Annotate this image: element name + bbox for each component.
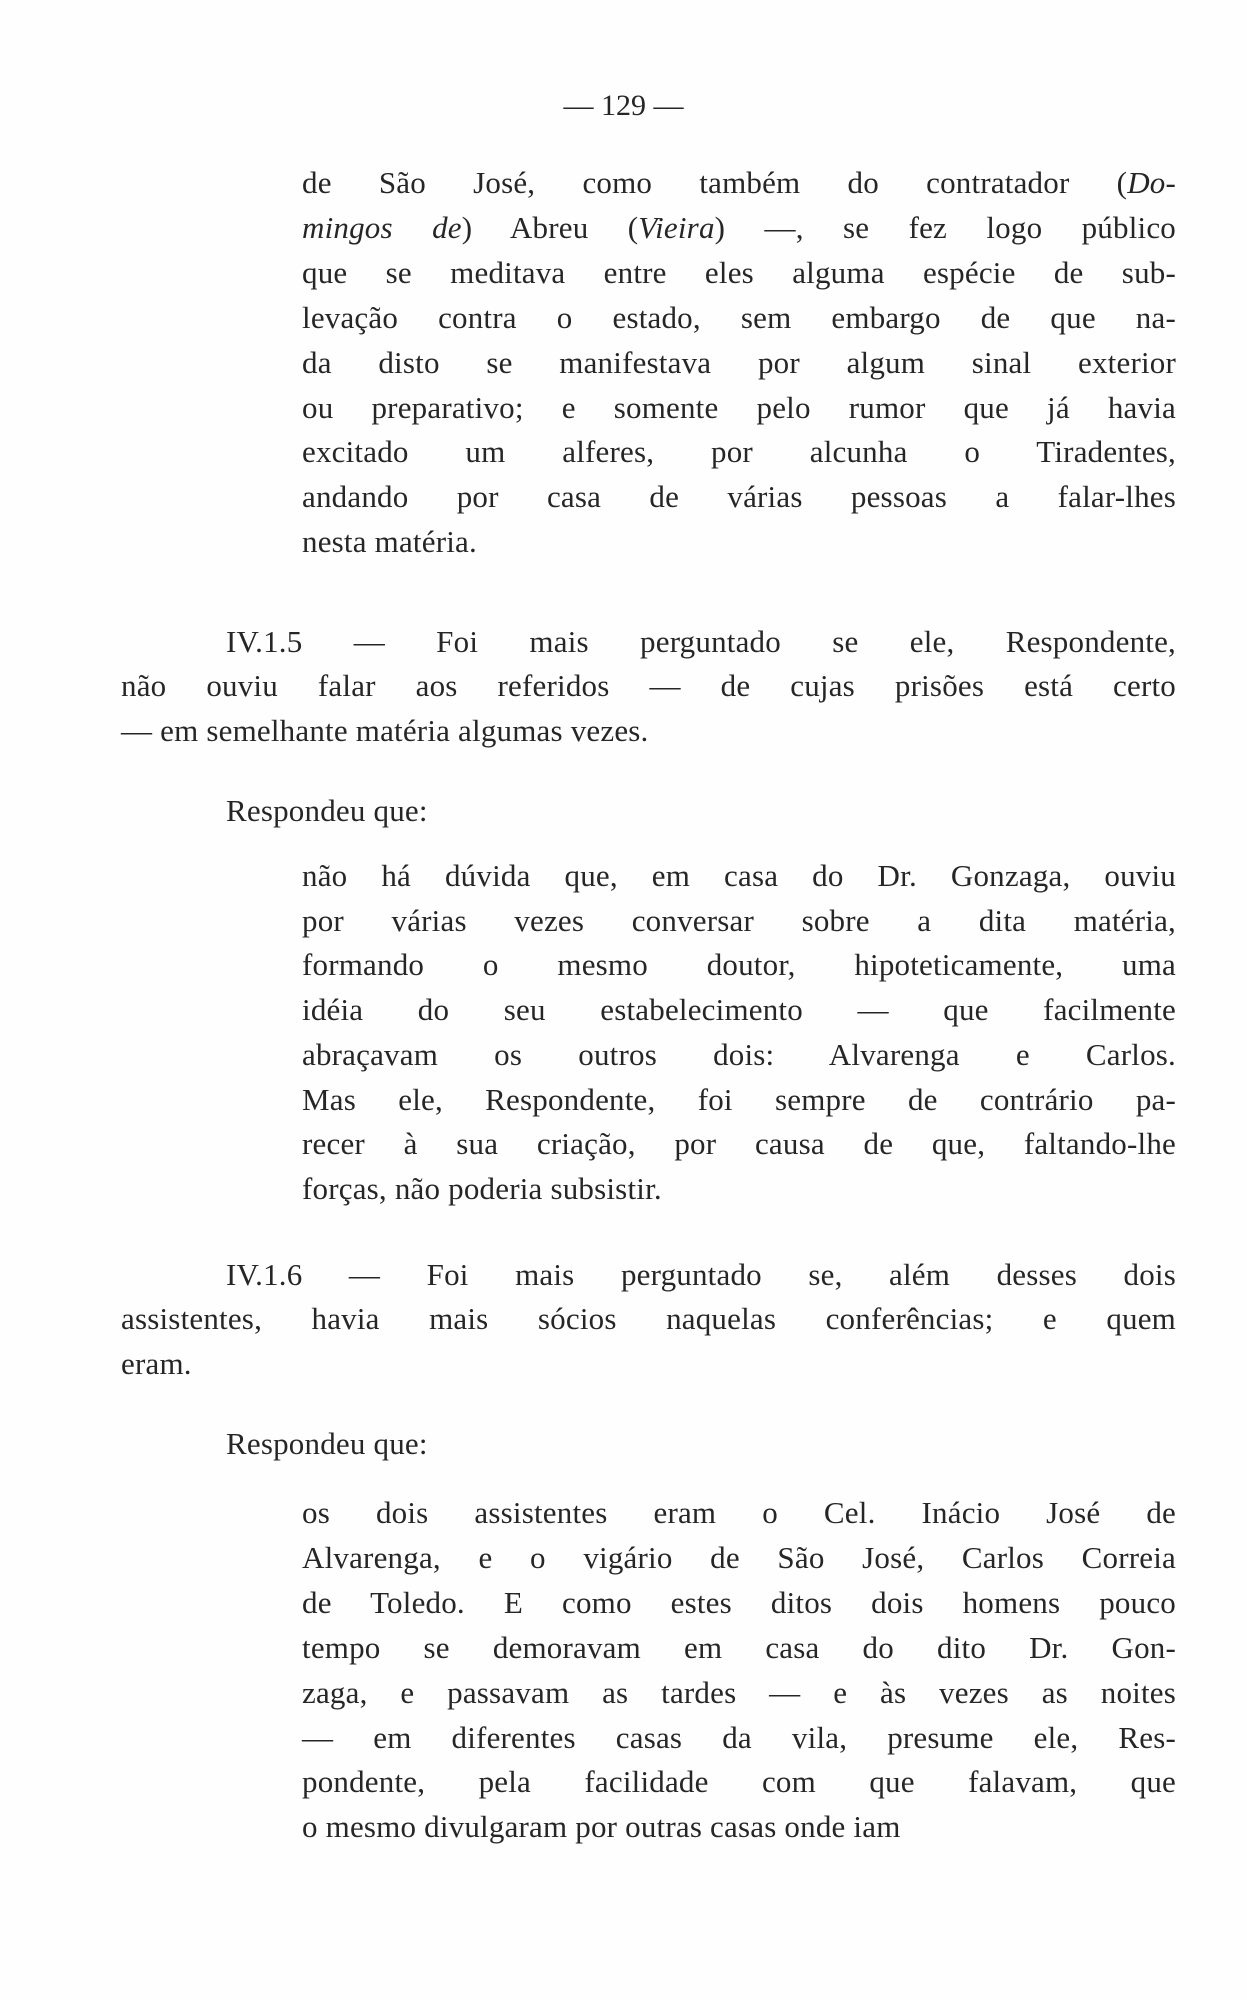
answer-label-text: Respondeu que: <box>226 793 428 828</box>
text-line <box>302 163 1176 203</box>
text-line: IV.1.6 — Foi mais perguntado se, além desses dois <box>226 1257 1176 1292</box>
text-line: pondente, pela facilidade com que falavam, que <box>302 1764 1176 1799</box>
text-line <box>302 522 477 562</box>
text-span: de São José, como também do contratador ( <box>302 165 1128 200</box>
text-line: de Toledo. E como estes ditos dois homens pouco <box>302 1585 1176 1620</box>
page-number: — 129 — <box>563 89 684 122</box>
text-line: zaga, e passavam as tardes — e às vezes as noites <box>302 1675 1176 1710</box>
text-span: da disto se manifestava por algum sinal exterior <box>302 345 1176 380</box>
text-span: levação contra o estado, sem embargo de que na- <box>302 300 1176 335</box>
text-line: — em semelhante matéria algumas vezes. <box>121 713 649 748</box>
text-line: Mas ele, Respondente, foi sempre de contrário pa- <box>302 1082 1176 1117</box>
text-line: formando o mesmo doutor, hipoteticamente, uma <box>302 947 1176 982</box>
text-span: que se meditava entre eles alguma espécie de sub- <box>302 255 1176 290</box>
text-line: Alvarenga, e o vigário de São José, Carlos Correia <box>302 1540 1176 1575</box>
text-line: IV.1.5 — Foi mais perguntado se ele, Respondente, <box>226 624 1176 659</box>
text-line <box>302 432 1176 472</box>
text-span: ) Abreu ( <box>461 210 639 245</box>
text-line <box>302 253 1176 293</box>
text-line <box>302 477 1176 517</box>
text-line: abraçavam os outros dois: Alvarenga e Carlos. <box>302 1037 1176 1072</box>
italic-span: Do- <box>1127 165 1176 200</box>
text-line <box>302 298 1176 338</box>
text-line: os dois assistentes eram o Cel. Inácio José de <box>302 1495 1176 1530</box>
text-line: recer à sua criação, por causa de que, faltando-lhe <box>302 1126 1176 1161</box>
text-span: excitado um alferes, por alcunha o Tiradentes, <box>302 434 1176 469</box>
text-line: forças, não poderia subsistir. <box>302 1171 662 1206</box>
italic-span: Vieira <box>638 210 715 245</box>
text-span: ) —, se fez logo público <box>714 210 1176 245</box>
text-line <box>302 343 1176 383</box>
italic-span: mingos de <box>302 210 462 245</box>
text-line: o mesmo divulgaram por outras casas onde iam <box>302 1809 901 1844</box>
text-line: por várias vezes conversar sobre a dita matéria, <box>302 903 1176 938</box>
text-line <box>302 388 1176 428</box>
text-span: ou preparativo; e somente pelo rumor que já havia <box>302 390 1176 425</box>
text-line: assistentes, havia mais sócios naquelas conferências; e quem <box>121 1301 1176 1336</box>
answer-label-text: Respondeu que: <box>226 1426 428 1461</box>
text-line: não há dúvida que, em casa do Dr. Gonzaga, ouviu <box>302 858 1176 893</box>
text-line <box>302 208 1176 248</box>
text-line: idéia do seu estabelecimento — que facilmente <box>302 992 1176 1027</box>
text-line: não ouviu falar aos referidos — de cujas prisões está certo <box>121 668 1176 703</box>
text-span: nesta matéria. <box>302 524 477 559</box>
text-line: — em diferentes casas da vila, presume ele, Res- <box>302 1720 1176 1755</box>
text-line: tempo se demoravam em casa do dito Dr. Gon- <box>302 1630 1176 1665</box>
text-line: eram. <box>121 1346 192 1381</box>
text-span: andando por casa de várias pessoas a falar-lhes <box>302 479 1176 514</box>
